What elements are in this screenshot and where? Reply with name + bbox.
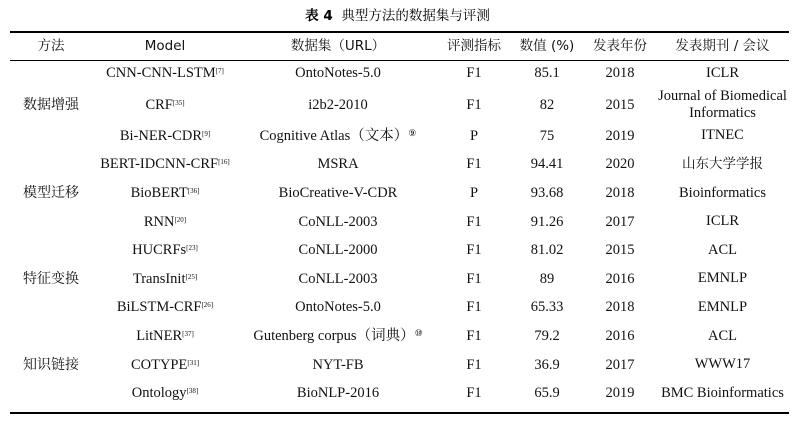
model-reference: [23] bbox=[186, 244, 198, 253]
venue-cell: ITNEC bbox=[701, 127, 744, 144]
model-name: COTYPE bbox=[130, 356, 188, 373]
table-row bbox=[10, 322, 789, 351]
method-cell: 特征变换 bbox=[23, 270, 79, 287]
venue-cell: 山东大学学报 bbox=[682, 155, 763, 172]
dataset-name: OntoNotes-5.0 bbox=[295, 299, 381, 316]
header-value: 数值 (%) bbox=[519, 38, 575, 54]
year-cell: 2017 bbox=[605, 356, 635, 373]
model-name: Bi-NER-CDR bbox=[119, 127, 202, 144]
caption-text: 典型方法的数据集与评测 bbox=[341, 8, 490, 24]
metric-cell: F1 bbox=[466, 96, 482, 113]
table-row bbox=[10, 207, 789, 236]
year-cell: 2015 bbox=[605, 96, 635, 113]
model-cell bbox=[92, 179, 238, 208]
metric-cell: F1 bbox=[466, 299, 482, 316]
model-reference: [38] bbox=[186, 387, 199, 396]
table-caption bbox=[0, 4, 795, 24]
value-cell: 91.26 bbox=[530, 213, 564, 230]
venue-cell: EMNLP bbox=[697, 270, 748, 287]
venue-cell: Bioinformatics bbox=[679, 184, 766, 201]
dataset-name: Gutenberg corpus（词典） bbox=[253, 328, 415, 345]
dataset-cell bbox=[238, 265, 438, 294]
dataset-name: i2b2-2010 bbox=[308, 96, 368, 113]
model-name: CNN-CNN-LSTM bbox=[106, 65, 216, 82]
value-cell: 93.68 bbox=[530, 185, 564, 202]
dataset-cell bbox=[238, 322, 438, 351]
model-cell bbox=[92, 122, 238, 151]
model-name: CRF bbox=[145, 96, 173, 113]
model-name: RNN bbox=[143, 213, 175, 230]
table-row bbox=[10, 179, 789, 208]
value-cell: 75 bbox=[539, 127, 555, 144]
dataset-cell bbox=[238, 179, 438, 208]
dataset-cell bbox=[238, 207, 438, 236]
venue-cell: BMC Bioinformatics bbox=[661, 384, 784, 401]
model-cell bbox=[92, 350, 238, 379]
model-reference: [20] bbox=[174, 215, 187, 224]
value-cell: 65.9 bbox=[534, 385, 560, 402]
header-model: Model bbox=[144, 38, 186, 54]
value-cell: 94.41 bbox=[530, 156, 564, 173]
dataset-cell bbox=[238, 379, 438, 408]
table-row bbox=[10, 293, 789, 322]
table-row bbox=[10, 88, 789, 122]
year-cell: 2018 bbox=[605, 185, 635, 202]
year-cell: 2016 bbox=[605, 270, 635, 287]
model-reference: [31] bbox=[187, 358, 200, 367]
model-name: BiLSTM-CRF bbox=[116, 299, 202, 316]
model-reference: [37] bbox=[182, 330, 194, 339]
model-cell bbox=[92, 265, 238, 294]
model-cell bbox=[92, 59, 238, 88]
model-reference: [26] bbox=[201, 301, 214, 310]
metric-cell: F1 bbox=[466, 270, 482, 287]
value-cell: 65.33 bbox=[530, 299, 564, 316]
model-reference: [9] bbox=[202, 129, 211, 138]
table-row bbox=[10, 150, 789, 179]
year-cell: 2018 bbox=[605, 299, 635, 316]
header-row bbox=[10, 33, 789, 59]
model-cell bbox=[92, 207, 238, 236]
table-row bbox=[10, 236, 789, 265]
table-row bbox=[10, 379, 789, 408]
header-venue: 发表期刊 / 会议 bbox=[675, 38, 770, 54]
dataset-cell bbox=[238, 350, 438, 379]
value-cell: 85.1 bbox=[534, 65, 560, 82]
model-name: Ontology bbox=[131, 385, 187, 402]
venue-cell: ACL bbox=[708, 327, 737, 344]
dataset-evaluation-table bbox=[10, 33, 789, 408]
venue-cell: ACL bbox=[708, 241, 737, 258]
value-cell: 89 bbox=[539, 270, 555, 287]
year-cell: 2020 bbox=[605, 156, 635, 173]
value-cell: 81.02 bbox=[530, 242, 564, 259]
model-cell bbox=[92, 293, 238, 322]
metric-cell: F1 bbox=[466, 385, 482, 402]
year-cell: 2018 bbox=[605, 65, 635, 82]
table-body bbox=[10, 59, 789, 408]
value-cell: 82 bbox=[539, 96, 555, 113]
metric-cell: F1 bbox=[466, 65, 482, 82]
model-reference: [36] bbox=[187, 187, 200, 196]
model-cell bbox=[92, 236, 238, 265]
model-cell bbox=[92, 150, 238, 179]
model-cell bbox=[92, 88, 238, 122]
dataset-cell bbox=[238, 293, 438, 322]
model-cell bbox=[92, 322, 238, 351]
header-metric: 评测指标 bbox=[447, 38, 501, 54]
venue-cell: ICLR bbox=[705, 64, 740, 81]
model-reference: [25] bbox=[185, 272, 198, 281]
table-row bbox=[10, 122, 789, 151]
header-year: 发表年份 bbox=[593, 38, 647, 54]
model-reference: [7] bbox=[215, 67, 224, 76]
dataset-cell bbox=[238, 122, 438, 151]
model-name: BERT-IDCNN-CRF bbox=[100, 156, 219, 173]
table-row bbox=[10, 350, 789, 379]
table-row bbox=[10, 265, 789, 294]
dataset-cell bbox=[238, 236, 438, 265]
metric-cell: P bbox=[469, 185, 479, 202]
metric-cell: F1 bbox=[466, 356, 482, 373]
venue-cell: EMNLP bbox=[697, 298, 748, 315]
dataset-name: BioNLP-2016 bbox=[296, 385, 380, 402]
dataset-name: Cognitive Atlas（文本） bbox=[259, 127, 409, 144]
value-cell: 36.9 bbox=[534, 356, 560, 373]
year-cell: 2016 bbox=[605, 328, 635, 345]
model-cell bbox=[92, 379, 238, 408]
model-reference: [16] bbox=[218, 158, 230, 167]
caption-label: 表 4 bbox=[305, 8, 333, 24]
venue-cell: ICLR bbox=[705, 213, 740, 230]
model-name: LitNER bbox=[136, 328, 183, 345]
method-cell: 模型迁移 bbox=[23, 185, 79, 202]
header-method: 方法 bbox=[37, 38, 65, 54]
dataset-name: CoNLL-2003 bbox=[298, 270, 378, 287]
metric-cell: P bbox=[469, 127, 479, 144]
venue-cell: Journal of Biomedical Informatics bbox=[658, 87, 787, 121]
metric-cell: F1 bbox=[466, 242, 482, 259]
dataset-footnote-marker: ⑩ bbox=[414, 328, 423, 339]
value-cell: 79.2 bbox=[534, 328, 560, 345]
year-cell: 2019 bbox=[605, 385, 635, 402]
dataset-name: BioCreative-V-CDR bbox=[278, 185, 398, 202]
year-cell: 2017 bbox=[605, 213, 635, 230]
table-row bbox=[10, 59, 789, 88]
metric-cell: F1 bbox=[466, 328, 482, 345]
dataset-name: OntoNotes-5.0 bbox=[295, 65, 381, 82]
dataset-footnote-marker: ⑨ bbox=[408, 127, 417, 138]
year-cell: 2015 bbox=[605, 242, 635, 259]
method-cell: 知识链接 bbox=[23, 356, 79, 373]
model-name: BioBERT bbox=[130, 185, 188, 202]
header-dataset: 数据集（URL） bbox=[290, 38, 386, 54]
bottom-rule bbox=[10, 412, 789, 414]
method-cell: 数据增强 bbox=[23, 96, 79, 113]
dataset-cell bbox=[238, 59, 438, 88]
venue-cell: WWW17 bbox=[694, 356, 751, 373]
dataset-name: MSRA bbox=[317, 156, 359, 173]
model-reference: [35] bbox=[172, 98, 185, 107]
model-name: HUCRFs bbox=[132, 242, 187, 259]
model-name: TransInit bbox=[132, 270, 186, 287]
dataset-cell bbox=[238, 150, 438, 179]
dataset-name: NYT-FB bbox=[312, 356, 364, 373]
dataset-name: CoNLL-2003 bbox=[298, 213, 378, 230]
dataset-cell bbox=[238, 88, 438, 122]
dataset-name: CoNLL-2000 bbox=[298, 242, 378, 259]
metric-cell: F1 bbox=[466, 213, 482, 230]
metric-cell: F1 bbox=[466, 156, 482, 173]
year-cell: 2019 bbox=[605, 127, 635, 144]
